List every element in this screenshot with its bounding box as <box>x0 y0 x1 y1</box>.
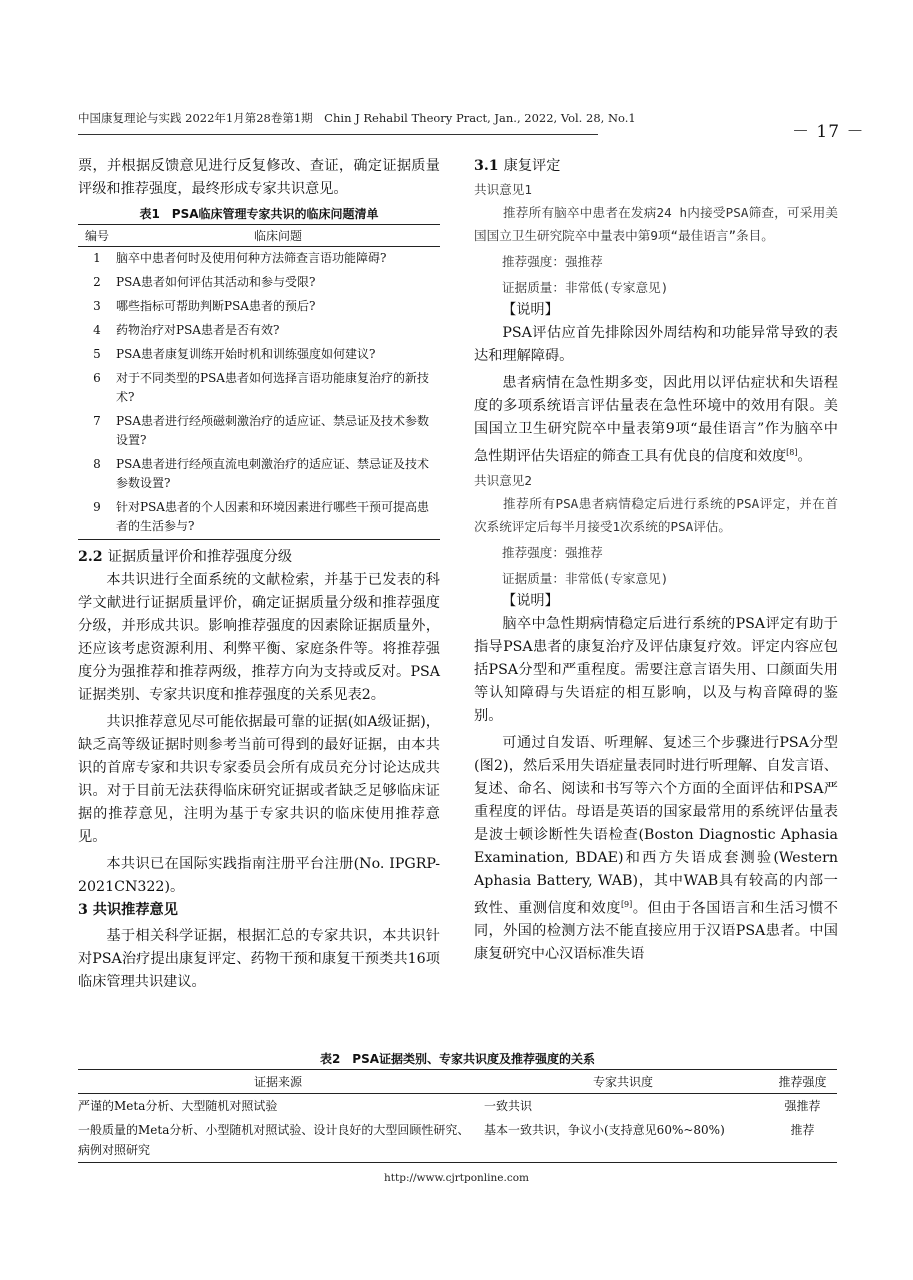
paragraph-continuation: 票，并根据反馈意见进行反复修改、查证，确定证据质量评级和推荐强度，最终形成专家共识意见。 <box>78 158 440 197</box>
row-number: 3 <box>93 299 101 313</box>
row-question: PSA患者进行经颅磁刺激治疗的适应证、禁忌证及技术参数设置? <box>116 414 429 447</box>
table-row <box>78 319 440 343</box>
row-question: 哪些指标可帮助判断PSA患者的预后? <box>116 299 316 313</box>
row-question: PSA患者如何评估其活动和参与受限? <box>116 275 316 289</box>
section-title: 证据质量评价和推荐强度分级 <box>107 549 293 565</box>
recommendation-strength: 推荐 <box>790 1123 815 1137</box>
paragraph: 本共识进行全面系统的文献检索，并基于已发表的科学文献进行证据质量评价，确定证据质量分级和推荐强度分级，并形成共识。影响推荐强度的因素除证据质量外，还应该考虑资源利用、利弊平衡、家庭条件等。将推荐强度分为强推荐和推荐两级，推荐方向为支持或反对。PSA证据类别、专家共识度和推荐强度的关系见表2。 <box>78 572 440 703</box>
table2-block <box>78 1046 837 1163</box>
consensus-2-strength: 推荐强度：强推荐 <box>502 544 603 560</box>
row-number: 7 <box>93 414 101 428</box>
row-number: 6 <box>93 371 101 385</box>
citation: [9] <box>620 899 633 909</box>
row-number: 4 <box>93 323 101 337</box>
section-2-2-heading <box>78 546 440 569</box>
table-row <box>78 271 440 295</box>
paragraph: 共识推荐意见尽可能依据最可靠的证据(如A级证据)，缺乏高等级证据时则参考当前可得到的最好证据，由本共识的首席专家和共识专家委员会所有成员充分讨论达成共识。对于目前无法获得临床研究证据或者缺乏足够临床证据的推荐意见，注明为基于专家共识的临床使用推荐意见。 <box>78 714 440 845</box>
table-row <box>78 295 440 319</box>
consensus-1-title: 共识意见1 <box>474 182 532 197</box>
table2-header-strength: 推荐强度 <box>768 1070 837 1094</box>
section-number: 3.1 <box>474 158 499 174</box>
table1-header-question: 临床问题 <box>116 225 440 247</box>
right-column <box>474 155 838 966</box>
consensus-1-quality: 证据质量：非常低(专家意见) <box>502 280 669 295</box>
consensus-1-note-label: 【说明】 <box>502 302 559 318</box>
row-number: 2 <box>93 275 101 289</box>
table1-caption: 表1 PSA临床管理专家共识的临床问题清单 <box>139 207 379 221</box>
row-question: 药物治疗对PSA患者是否有效? <box>116 323 280 337</box>
table2 <box>78 1069 837 1163</box>
paragraph-text: 可通过自发语、听理解、复述三个步骤进行PSA分型(图2)，然后采用失语症量表同时进行听理解、自发言语、复述、命名、阅读和书写等六个方面的全面评估和PSA严重程度的评估。母语是英语的国家最常用的系统评估量表是波士顿诊断性失语检查(Boston Diagnostic Aphasia Examination, BDAE)和西方失语成套测验(Western Aphasia Battery, WAB)，其中WAB具有较高的内部一致性、重测信度和效度 <box>474 734 838 917</box>
table-row <box>78 1094 837 1119</box>
table-row <box>78 343 440 367</box>
row-question: 脑卒中患者何时及使用何种方法筛查言语功能障碍? <box>116 251 387 265</box>
paragraph <box>474 732 838 967</box>
table-row <box>78 367 440 410</box>
consensus-2-text: 推荐所有PSA患者病情稳定后进行系统的PSA评定，并在首次系统评定后每半月接受1次系统的PSA评估。 <box>474 495 838 534</box>
page-number: － 17 － <box>792 122 865 142</box>
table-row <box>78 410 440 453</box>
table1 <box>78 224 440 540</box>
section-3-1-heading <box>474 155 838 178</box>
recommendation-strength: 强推荐 <box>784 1099 821 1113</box>
paragraph-text: 患者病情在急性期多变，因此用以评估症状和失语程度的多项系统语言评估量表在急性环境中的效用有限。美国国立卫生研究院卒中量表第9项“最佳语言”作为脑卒中急性期评估失语症的筛查工具有优良的信度和效度 <box>474 375 838 465</box>
consensus-2-note-label: 【说明】 <box>502 592 559 609</box>
evidence-source: 一般质量的Meta分析、小型随机对照试验、设计良好的大型回顾性研究、病例对照研究 <box>78 1123 470 1157</box>
consensus-1-text: 推荐所有脑卒中患者在发病24 h内接受PSA筛查，可采用美国国立卫生研究院卒中量表中第9项“最佳语言”条目。 <box>474 205 838 243</box>
paragraph: 本共识已在国际实践指南注册平台注册(No. IPGRP-2021CN322)。 <box>78 856 440 895</box>
table2-header-row <box>78 1070 837 1094</box>
row-question: 对于不同类型的PSA患者如何选择言语功能康复治疗的新技术? <box>116 371 429 404</box>
section-number: 2.2 <box>78 549 103 565</box>
section-title: 康复评定 <box>503 158 561 174</box>
paragraph-end: 。但由于各国语言和生活习惯不同，外国的检测方法不能直接应用于汉语PSA患者。中国康复研究中心汉语标准失语 <box>474 900 838 963</box>
evidence-source: 严谨的Meta分析、大型随机对照试验 <box>78 1099 278 1113</box>
row-number: 8 <box>93 457 101 471</box>
consensus-degree: 基本一致共识，争议小(支持意见60%~80%) <box>484 1123 725 1137</box>
table-row <box>78 247 440 272</box>
footer-url: http://www.cjrtponline.com <box>384 1172 529 1184</box>
table-row <box>78 453 440 496</box>
header-rule <box>78 134 598 135</box>
row-question: PSA患者康复训练开始时机和训练强度如何建议? <box>116 347 376 361</box>
consensus-2-title: 共识意见2 <box>474 472 532 488</box>
paragraph <box>474 372 838 469</box>
table2-header-consensus: 专家共识度 <box>478 1070 768 1094</box>
row-number: 1 <box>93 251 101 265</box>
row-question: PSA患者进行经颅直流电刺激治疗的适应证、禁忌证及技术参数设置? <box>116 457 429 490</box>
journal-header: 中国康复理论与实践 2022年1月第28卷第1期 Chin J Rehabil Theory Pract, Jan., 2022, Vol. 28, No.1 <box>78 111 636 125</box>
table1-header-row <box>78 225 440 247</box>
citation: [8] <box>786 448 798 457</box>
table1-header-no: 编号 <box>78 225 116 247</box>
paragraph: 脑卒中急性期病情稳定后进行系统的PSA评定有助于指导PSA患者的康复治疗及评估康复疗效。评定内容应包括PSA分型和严重程度。需要注意言语失用、口颜面失用等认知障碍与失语症的相互影响，以及与构音障碍的鉴别。 <box>474 615 838 724</box>
consensus-degree: 一致共识 <box>484 1099 533 1113</box>
row-number: 5 <box>93 347 101 361</box>
paragraph-end: 。 <box>797 448 812 465</box>
table-row <box>78 496 440 540</box>
left-column <box>78 155 440 994</box>
table-row <box>78 1118 837 1163</box>
paragraph: 基于相关科学证据，根据汇总的专家共识，本共识针对PSA治疗提出康复评定、药物干预和康复干预类共16项临床管理共识建议。 <box>78 928 440 990</box>
consensus-1-strength: 推荐强度：强推荐 <box>502 254 603 269</box>
consensus-2-quality: 证据质量：非常低(专家意见) <box>502 570 669 586</box>
paragraph: PSA评估应首先排除因外周结构和功能异常导致的表达和理解障碍。 <box>474 325 838 364</box>
table2-caption: 表2 PSA证据类别、专家共识度及推荐强度的关系 <box>319 1052 596 1066</box>
row-number: 9 <box>93 500 101 514</box>
table2-header-source: 证据来源 <box>78 1070 478 1094</box>
row-question: 针对PSA患者的个人因素和环境因素进行哪些干预可提高患者的生活参与? <box>116 500 429 533</box>
section-3-heading: 3 共识推荐意见 <box>78 902 178 918</box>
